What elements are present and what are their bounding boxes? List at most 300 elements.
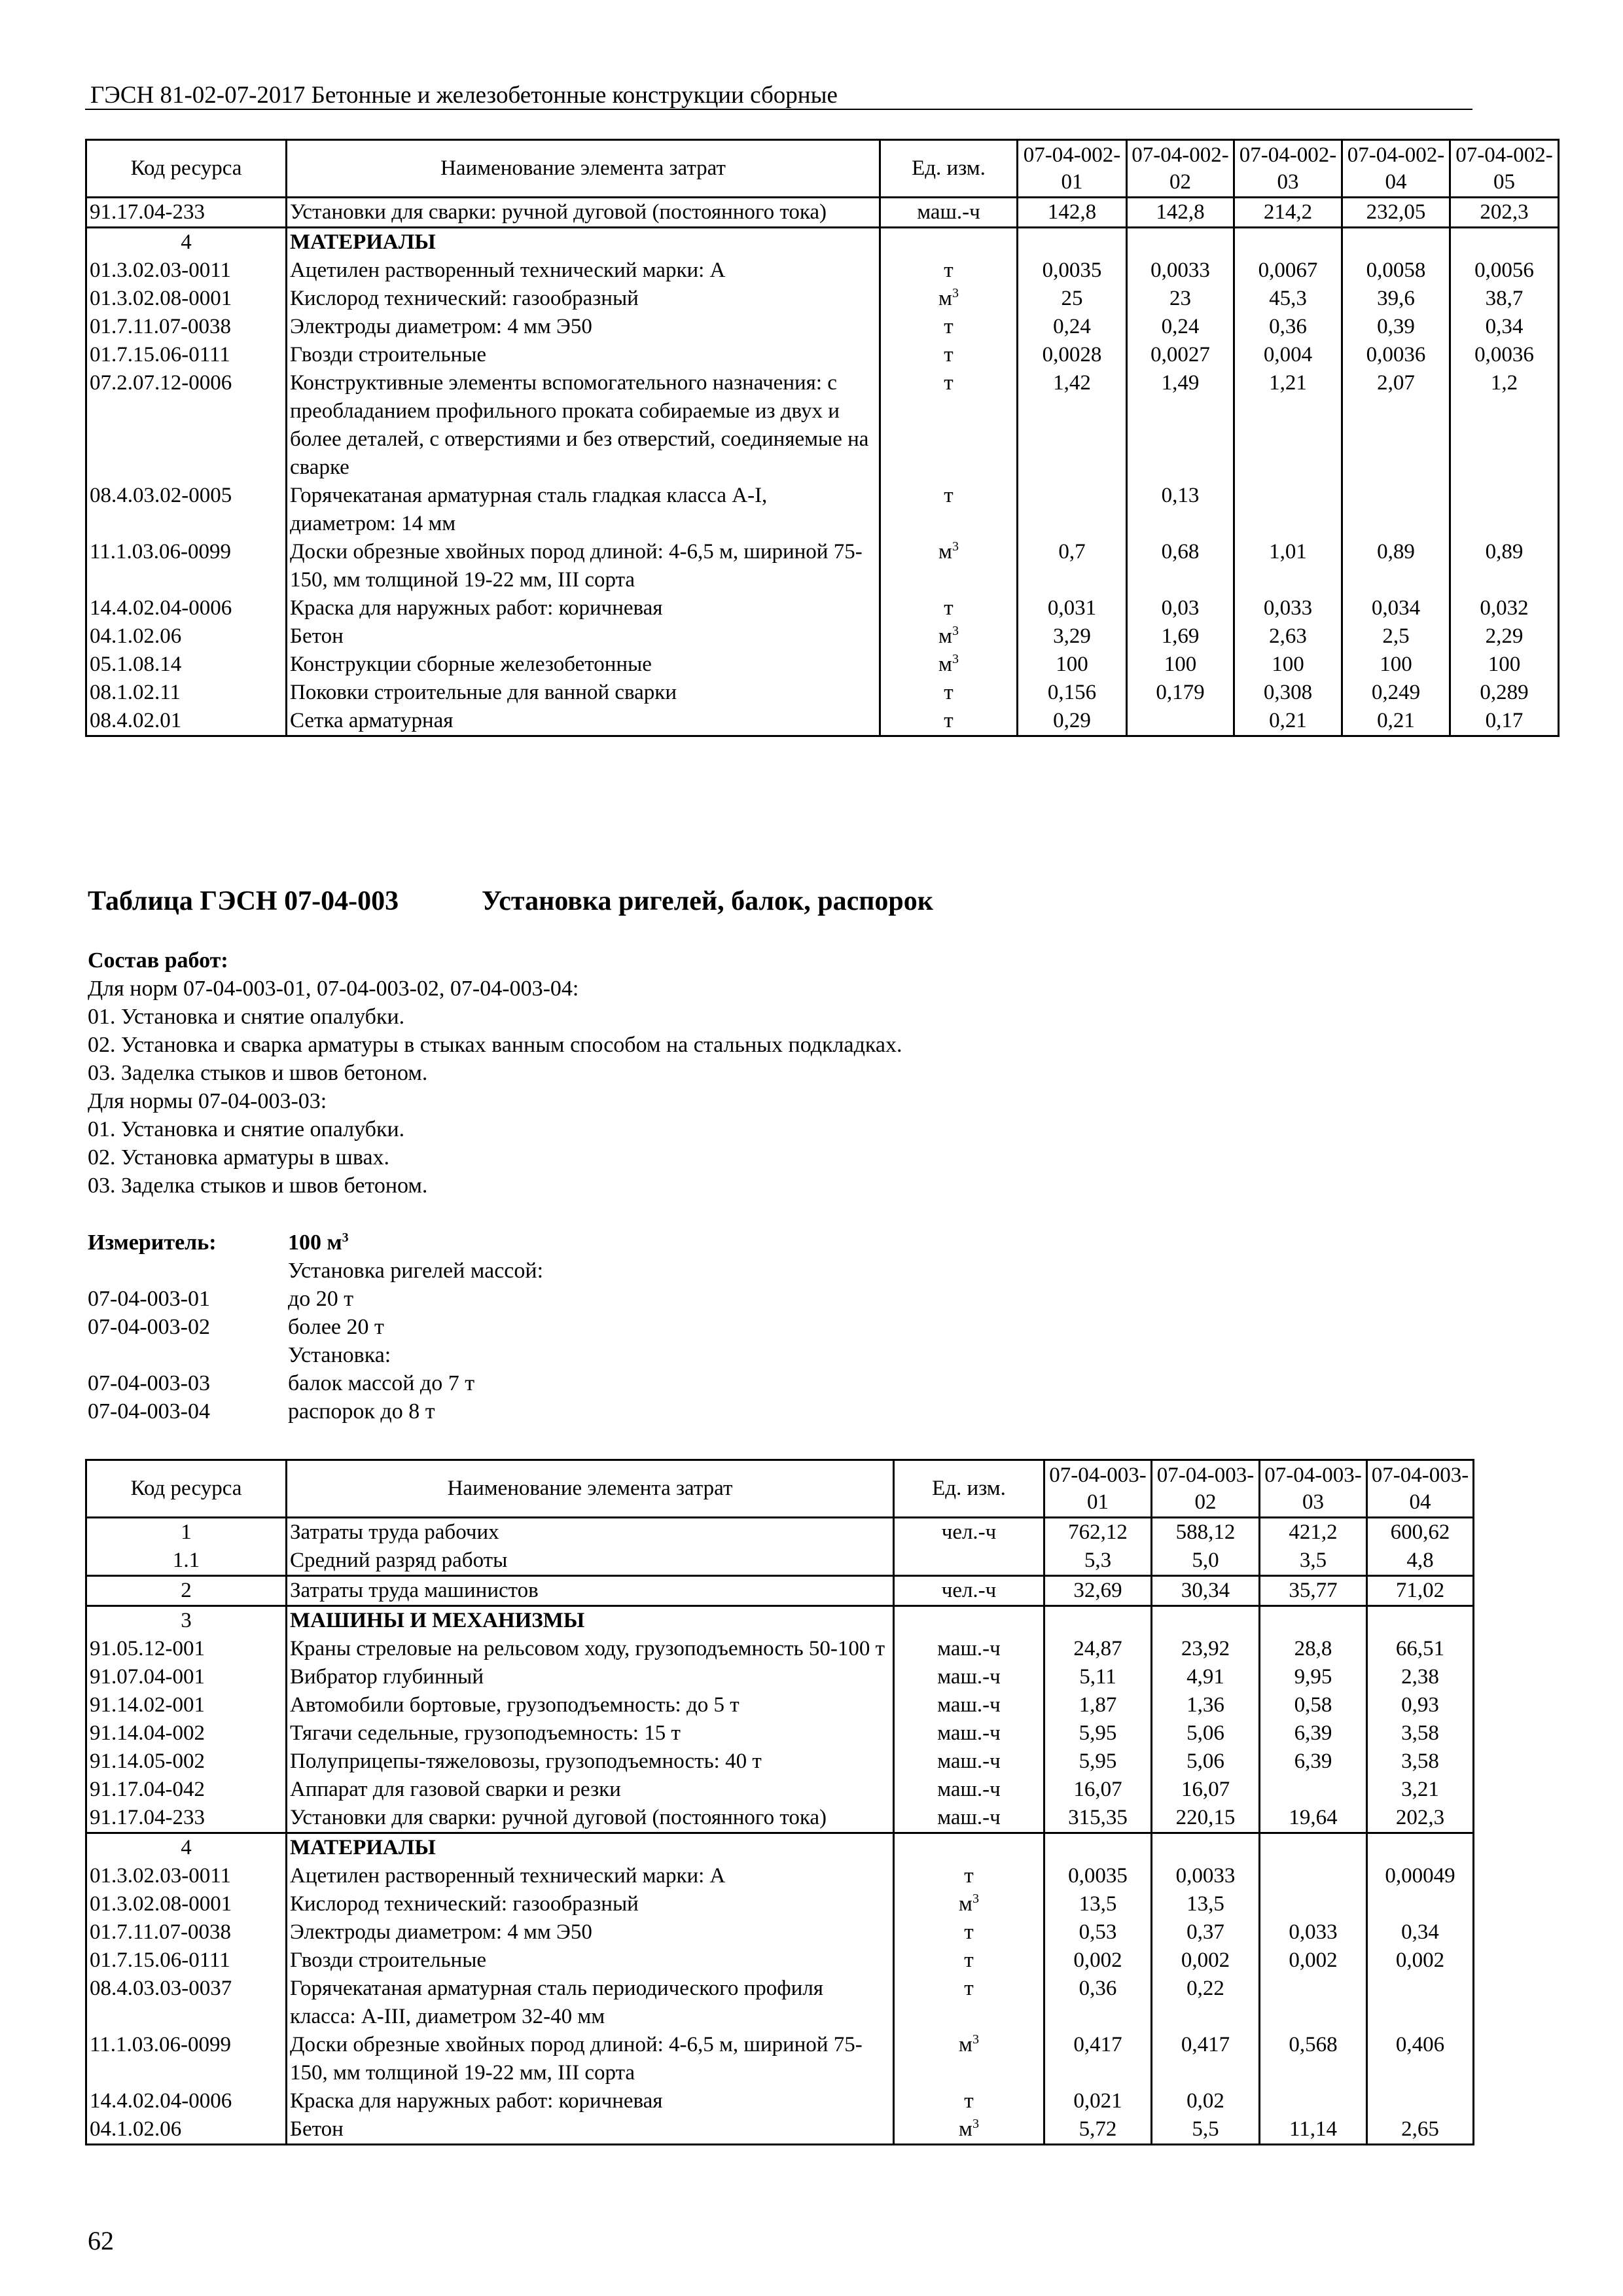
resource-code-cell: 1.1 [86,1547,287,1576]
resource-code-cell: 01.7.15.06-0111 [86,341,287,369]
norm-value-cell: 100 [1018,651,1127,679]
norm-value-cell [1260,2087,1367,2115]
resource-code-cell: 01.3.02.08-0001 [86,1890,287,1918]
composition-block [88,946,902,1200]
cost-element-cell: Краны стреловые на рельсовом ходу, грузоподъемность 50-100 т [287,1635,894,1663]
cost-element-cell: Электроды диаметром: 4 мм Э50 [287,1918,894,1946]
norm-value-cell: 1,21 [1234,369,1342,482]
measure-norm-code: 07-04-003-04 [88,1399,210,1424]
norm-value-cell: 2,65 [1367,2115,1474,2145]
unit-cell: маш.-ч [894,1663,1044,1691]
composition-heading: Состав работ: [88,948,228,973]
unit-cell: $м^3$ [880,622,1018,651]
measure-value: 100 м [288,1230,342,1255]
header-resource-code: Код ресурса [86,140,287,198]
measure-description: распорок до 8 т [288,1399,435,1424]
unit-cell [880,228,1018,257]
header-cost-element: Наименование элемента затрат [287,140,880,198]
measure-norm-code: 07-04-003-01 [88,1287,210,1311]
norm-value-cell: 762,12 [1044,1518,1152,1547]
table-section-row [86,1606,1474,1636]
resource-code-cell: 08.4.02.01 [86,707,287,736]
resource-code-cell: 01.7.11.07-0038 [86,1918,287,1946]
norm-value-cell: 0,002 [1152,1946,1260,1975]
cost-element-cell: Затраты труда рабочих [287,1518,894,1547]
norm-value-cell: 5,72 [1044,2115,1152,2145]
norm-value-cell: 71,02 [1367,1576,1474,1606]
norm-value-cell: 6,39 [1260,1719,1367,1748]
norm-value-cell [1342,228,1450,257]
norm-value-cell [1260,1776,1367,1804]
norm-value-cell [1127,228,1234,257]
header-resource-code: Код ресурса [86,1460,287,1518]
unit-cell: маш.-ч [894,1776,1044,1804]
norm-value-cell [1044,1833,1152,1863]
norm-value-cell: 0,0035 [1018,257,1127,285]
table-row [86,1547,1474,1576]
norm-value-cell: 38,7 [1450,285,1559,313]
table-row [86,1719,1474,1748]
cost-element-cell: Установки для сварки: ручной дуговой (постоянного тока) [287,1804,894,1833]
norm-value-cell: 0,93 [1367,1691,1474,1719]
norm-value-cell: 0,21 [1234,707,1342,736]
norm-value-cell: 0,0058 [1342,257,1450,285]
table-row [86,313,1559,341]
table-row [86,482,1559,538]
unit-cell: $м^3$ [880,651,1018,679]
table-row [86,341,1559,369]
norm-value-cell [1127,707,1234,736]
cost-element-cell: Бетон [287,622,880,651]
norm-value-cell: 0,417 [1044,2031,1152,2087]
unit-cell: $м^3$ [894,1890,1044,1918]
cost-element-cell: Горячекатаная арматурная сталь гладкая класса А-I, диаметром: 14 мм [287,482,880,538]
norm-value-cell: 0,7 [1018,538,1127,594]
resource-code-cell: 3 [86,1606,287,1636]
norm-value-cell: 0,21 [1342,707,1450,736]
table-section-row [86,1833,1474,1863]
resource-code-cell: 01.7.15.06-0111 [86,1946,287,1975]
norm-value-cell: 25 [1018,285,1127,313]
header-norm-column: 07-04-003-04 [1367,1460,1474,1518]
resource-code-cell: 91.05.12-001 [86,1635,287,1663]
cost-element-cell: Кислород технический: газообразный [287,1890,894,1918]
norm-value-cell: 0,002 [1260,1946,1367,1975]
cost-element-cell: Доски обрезные хвойных пород длиной: 4-6,5 м, шириной 75-150, мм толщиной 19-22 мм, III сорта [287,538,880,594]
norm-value-cell: 24,87 [1044,1635,1152,1663]
norm-value-cell: 0,002 [1367,1946,1474,1975]
norm-value-cell: 5,95 [1044,1748,1152,1776]
norm-value-cell: 5,3 [1044,1547,1152,1576]
norm-value-cell: 0,36 [1044,1975,1152,2031]
norm-value-cell [1044,1606,1152,1636]
norm-value-cell: 3,21 [1367,1776,1474,1804]
composition-line: Для норм 07-04-003-01, 07-04-003-02, 07-04-003-04: [88,977,579,1001]
norm-value-cell: 30,34 [1152,1576,1260,1606]
norm-value-cell: 6,39 [1260,1748,1367,1776]
norm-value-cell: 202,3 [1450,198,1559,228]
norm-value-cell: 0,89 [1342,538,1450,594]
unit-cell: т [894,1918,1044,1946]
unit-cell: т [880,707,1018,736]
norm-value-cell: 0,24 [1018,313,1127,341]
resource-code-cell: 08.1.02.11 [86,679,287,707]
norm-value-cell: 5,5 [1152,2115,1260,2145]
cost-element-cell: Затраты труда машинистов [287,1576,894,1606]
norm-value-cell [1260,1833,1367,1863]
unit-cell: т [880,482,1018,538]
cost-element-cell: Сетка арматурная [287,707,880,736]
norm-value-cell: 0,0027 [1127,341,1234,369]
cost-element-cell: Бетон [287,2115,894,2145]
norm-value-cell: 0,03 [1127,594,1234,622]
header-unit: Ед. изм. [894,1460,1044,1518]
norm-value-cell: 100 [1450,651,1559,679]
table-row [86,1918,1474,1946]
cost-element-cell: Аппарат для газовой сварки и резки [287,1776,894,1804]
norm-value-cell: 2,5 [1342,622,1450,651]
measure-description: Установка: [288,1343,391,1367]
norm-value-cell [1260,1975,1367,2031]
norm-value-cell: 0,0028 [1018,341,1127,369]
table-row [86,594,1559,622]
header-norm-column: 07-04-002-04 [1342,140,1450,198]
norm-value-cell: 2,07 [1342,369,1450,482]
resource-code-cell: 4 [86,1833,287,1863]
norm-value-cell: 3,29 [1018,622,1127,651]
resource-code-cell: 08.4.03.03-0037 [86,1975,287,2031]
norm-value-cell: 0,0035 [1044,1862,1152,1890]
norm-value-cell: 0,289 [1450,679,1559,707]
norm-value-cell: 142,8 [1127,198,1234,228]
norm-value-cell: 9,95 [1260,1663,1367,1691]
composition-line: 03. Заделка стыков и швов бетоном. [88,1174,428,1198]
norm-value-cell: 5,11 [1044,1663,1152,1691]
table-row [86,651,1559,679]
norm-value-cell: 19,64 [1260,1804,1367,1833]
unit-cell: т [880,369,1018,482]
resource-code-cell: 91.14.04-002 [86,1719,287,1748]
table-row [86,257,1559,285]
norm-value-cell: 100 [1342,651,1450,679]
measure-row [88,1287,354,1312]
unit-cell: т [880,257,1018,285]
unit-cell: т [880,341,1018,369]
norm-value-cell: 4,91 [1152,1663,1260,1691]
norm-value-cell [1342,482,1450,538]
norm-value-cell: 0,17 [1450,707,1559,736]
cost-element-cell: Электроды диаметром: 4 мм Э50 [287,313,880,341]
table-row [86,1663,1474,1691]
norm-value-cell: 100 [1127,651,1234,679]
resource-code-cell: 1 [86,1518,287,1547]
table-row [86,679,1559,707]
table-row [86,622,1559,651]
norm-value-cell [1450,482,1559,538]
norm-value-cell: 202,3 [1367,1804,1474,1833]
header-norm-column: 07-04-003-01 [1044,1460,1152,1518]
resource-code-cell: 14.4.02.04-0006 [86,2087,287,2115]
unit-cell: чел.-ч [894,1518,1044,1547]
resource-code-cell: 91.17.04-233 [86,1804,287,1833]
norm-value-cell: 2,29 [1450,622,1559,651]
resource-code-cell: 11.1.03.06-0099 [86,538,287,594]
norm-value-cell: 0,417 [1152,2031,1260,2087]
header-norm-column: 07-04-002-03 [1234,140,1342,198]
norm-value-cell: 421,2 [1260,1518,1367,1547]
table-row [86,1890,1474,1918]
norm-value-cell: 0,568 [1260,2031,1367,2087]
cost-element-cell: Кислород технический: газообразный [287,285,880,313]
composition-line: 02. Установка арматуры в швах. [88,1145,390,1170]
norm-value-cell: 0,0033 [1152,1862,1260,1890]
unit-cell: $м^3$ [880,285,1018,313]
norm-value-cell: 3,58 [1367,1719,1474,1748]
header-unit: Ед. изм. [880,140,1018,198]
section-title-name: Установка ригелей, балок, распорок [482,886,933,916]
norm-value-cell: 1,42 [1018,369,1127,482]
unit-cell: маш.-ч [894,1691,1044,1719]
norm-value-cell: 0,179 [1127,679,1234,707]
table-row [86,1748,1474,1776]
norm-value-cell: 0,034 [1342,594,1450,622]
norm-value-cell [1367,2087,1474,2115]
norm-value-cell: 142,8 [1018,198,1127,228]
composition-line: 01. Установка и снятие опалубки. [88,1005,405,1029]
resource-code-cell: 91.14.02-001 [86,1691,287,1719]
norm-value-cell: 1,2 [1450,369,1559,482]
cost-element-cell: Ацетилен растворенный технический марки: А [287,257,880,285]
cost-element-cell: Ацетилен растворенный технический марки: А [287,1862,894,1890]
cost-element-cell: Автомобили бортовые, грузоподъемность: до 5 т [287,1691,894,1719]
norm-value-cell: 0,004 [1234,341,1342,369]
measure-row [88,1399,435,1424]
norm-value-cell: 23,92 [1152,1635,1260,1663]
norm-value-cell: 0,53 [1044,1918,1152,1946]
norm-value-cell: 23 [1127,285,1234,313]
header-norm-column: 07-04-002-02 [1127,140,1234,198]
resource-code-cell: 01.3.02.03-0011 [86,257,287,285]
norm-value-cell: 0,36 [1234,313,1342,341]
resource-code-cell: 4 [86,228,287,257]
norm-value-cell: 32,69 [1044,1576,1152,1606]
cost-element-cell: Средний разряд работы [287,1547,894,1576]
table-row [86,1691,1474,1719]
table-row [86,707,1559,736]
cost-element-cell: Гвозди строительные [287,1946,894,1975]
composition-line: 01. Установка и снятие опалубки. [88,1117,405,1141]
measure-value-sup: 3 [342,1230,349,1245]
norm-value-cell: 0,0067 [1234,257,1342,285]
norm-value-cell: 232,05 [1342,198,1450,228]
norm-value-cell: 0,021 [1044,2087,1152,2115]
norm-value-cell: 1,01 [1234,538,1342,594]
norm-value-cell: 0,0036 [1342,341,1450,369]
table-row [86,369,1559,482]
norm-value-cell [1367,1833,1474,1863]
cost-element-cell: Конструкции сборные железобетонные [287,651,880,679]
norm-value-cell: 0,308 [1234,679,1342,707]
norm-value-cell [1450,228,1559,257]
norm-value-cell: 3,58 [1367,1748,1474,1776]
table-row [86,1946,1474,1975]
cost-element-cell: Доски обрезные хвойных пород длиной: 4-6,5 м, шириной 75-150, мм толщиной 19-22 мм, III сорта [287,2031,894,2087]
table-row [86,1776,1474,1804]
norm-value-cell [1260,1890,1367,1918]
norm-value-cell: 5,0 [1152,1547,1260,1576]
table-row [86,1576,1474,1606]
norm-value-cell [1018,228,1127,257]
cost-element-cell: МАТЕРИАЛЫ [287,1833,894,1863]
norm-value-cell: 0,249 [1342,679,1450,707]
table-row [86,2031,1474,2087]
norm-value-cell [1367,1975,1474,2031]
resource-code-cell: 01.7.11.07-0038 [86,313,287,341]
cost-element-cell: МАТЕРИАЛЫ [287,228,880,257]
cost-element-cell: Поковки строительные для ванной сварки [287,679,880,707]
resource-code-cell: 91.07.04-001 [86,1663,287,1691]
section-title-code: Таблица ГЭСН 07-04-003 [88,886,399,916]
header-norm-column: 07-04-002-01 [1018,140,1127,198]
unit-cell: маш.-ч [894,1635,1044,1663]
norm-value-cell [1260,1862,1367,1890]
norm-value-cell: 0,0056 [1450,257,1559,285]
cost-element-cell: Гвозди строительные [287,341,880,369]
measure-row [88,1371,475,1396]
unit-cell: чел.-ч [894,1576,1044,1606]
table-row [86,285,1559,313]
norm-table-07-04-003 [85,1459,1474,2145]
norm-value-cell: 0,002 [1044,1946,1152,1975]
norm-value-cell: 0,68 [1127,538,1234,594]
norm-value-cell [1152,1833,1260,1863]
norm-value-cell: 66,51 [1367,1635,1474,1663]
unit-cell: маш.-ч [880,198,1018,228]
unit-cell: т [894,1862,1044,1890]
table-row [86,1635,1474,1663]
norm-value-cell: 35,77 [1260,1576,1367,1606]
norm-value-cell: 315,35 [1044,1804,1152,1833]
norm-value-cell [1152,1606,1260,1636]
header-rule [85,109,1472,110]
norm-value-cell: 1,69 [1127,622,1234,651]
norm-value-cell [1260,1606,1367,1636]
norm-value-cell: 0,033 [1234,594,1342,622]
unit-cell: $м^3$ [894,2031,1044,2087]
unit-cell: маш.-ч [894,1719,1044,1748]
cost-element-cell: Тягачи седельные, грузоподъемность: 15 т [287,1719,894,1748]
norm-value-cell: 0,58 [1260,1691,1367,1719]
norm-value-cell [1234,228,1342,257]
measure-norm-code: 07-04-003-02 [88,1315,210,1339]
unit-cell: т [894,1946,1044,1975]
unit-cell: т [880,679,1018,707]
table-row [86,1862,1474,1890]
norm-value-cell: 220,15 [1152,1804,1260,1833]
header-cost-element: Наименование элемента затрат [287,1460,894,1518]
norm-value-cell: 0,156 [1018,679,1127,707]
norm-value-cell: 2,63 [1234,622,1342,651]
norm-value-cell [1234,482,1342,538]
norm-value-cell: 0,0036 [1450,341,1559,369]
resource-code-cell: 08.4.03.02-0005 [86,482,287,538]
table-row [86,1804,1474,1833]
norm-value-cell: 1,87 [1044,1691,1152,1719]
norm-value-cell: 0,34 [1367,1918,1474,1946]
norm-value-cell: 13,5 [1044,1890,1152,1918]
resource-code-cell: 01.3.02.03-0011 [86,1862,287,1890]
resource-code-cell: 11.1.03.06-0099 [86,2031,287,2087]
cost-element-cell: Конструктивные элементы вспомогательного назначения: с преобладанием профильного проката собираемые из двух и более деталей, с отверстиями и без отверстий, соединяемые на сварке [287,369,880,482]
norm-value-cell: 0,00049 [1367,1862,1474,1890]
resource-code-cell: 01.3.02.08-0001 [86,285,287,313]
norm-value-cell: 13,5 [1152,1890,1260,1918]
resource-code-cell: 14.4.02.04-0006 [86,594,287,622]
norm-value-cell: 0,24 [1127,313,1234,341]
norm-value-cell: 600,62 [1367,1518,1474,1547]
section-title [88,886,933,917]
norm-value-cell: 4,8 [1367,1547,1474,1576]
measure-label: Измеритель: [88,1230,217,1255]
unit-cell: т [894,2087,1044,2115]
table-row [86,1975,1474,2031]
unit-cell: $м^3$ [894,2115,1044,2145]
norm-value-cell: 1,49 [1127,369,1234,482]
norm-value-cell: 5,06 [1152,1719,1260,1748]
norm-value-cell: 16,07 [1152,1776,1260,1804]
header-norm-column: 07-04-003-02 [1152,1460,1260,1518]
cost-element-cell: Краска для наружных работ: коричневая [287,2087,894,2115]
norm-value-cell: 45,3 [1234,285,1342,313]
unit-cell: т [894,1975,1044,2031]
cost-element-cell: Установки для сварки: ручной дуговой (постоянного тока) [287,198,880,228]
cost-element-cell: Краска для наружных работ: коричневая [287,594,880,622]
composition-line: 02. Установка и сварка арматуры в стыках ванным способом на стальных подкладках. [88,1033,902,1057]
norm-value-cell: 0,22 [1152,1975,1260,2031]
norm-value-cell: 0,34 [1450,313,1559,341]
norm-value-cell: 0,39 [1342,313,1450,341]
measure-norm-code: 07-04-003-03 [88,1371,210,1395]
measure-description: Установка ригелей массой: [288,1259,544,1283]
cost-element-cell: Горячекатаная арматурная сталь периодического профиля класса: А-III, диаметром 32-40 мм [287,1975,894,2031]
cost-element-cell: Полуприцепы-тяжеловозы, грузоподъемность: 40 т [287,1748,894,1776]
cost-element-cell: Вибратор глубинный [287,1663,894,1691]
unit-cell: т [880,594,1018,622]
composition-line: 03. Заделка стыков и швов бетоном. [88,1061,428,1085]
unit-cell [894,1547,1044,1576]
table-row [86,1518,1474,1547]
cost-element-cell: МАШИНЫ И МЕХАНИЗМЫ [287,1606,894,1636]
norm-value-cell: 214,2 [1234,198,1342,228]
norm-value-cell: 0,13 [1127,482,1234,538]
norm-value-cell: 28,8 [1260,1635,1367,1663]
unit-cell [894,1606,1044,1636]
unit-cell: маш.-ч [894,1804,1044,1833]
norm-value-cell: 5,95 [1044,1719,1152,1748]
unit-cell [894,1833,1044,1863]
page-number: 62 [88,2226,114,2255]
norm-table-07-04-002 [85,139,1560,737]
measure-row [88,1315,384,1340]
measure-description: более 20 т [288,1315,384,1339]
norm-value-cell: 0,29 [1018,707,1127,736]
resource-code-cell: 04.1.02.06 [86,622,287,651]
norm-value-cell: 1,36 [1152,1691,1260,1719]
unit-cell: маш.-ч [894,1748,1044,1776]
norm-value-cell [1367,1890,1474,1918]
norm-value-cell [1018,482,1127,538]
table-section-row [86,228,1559,257]
